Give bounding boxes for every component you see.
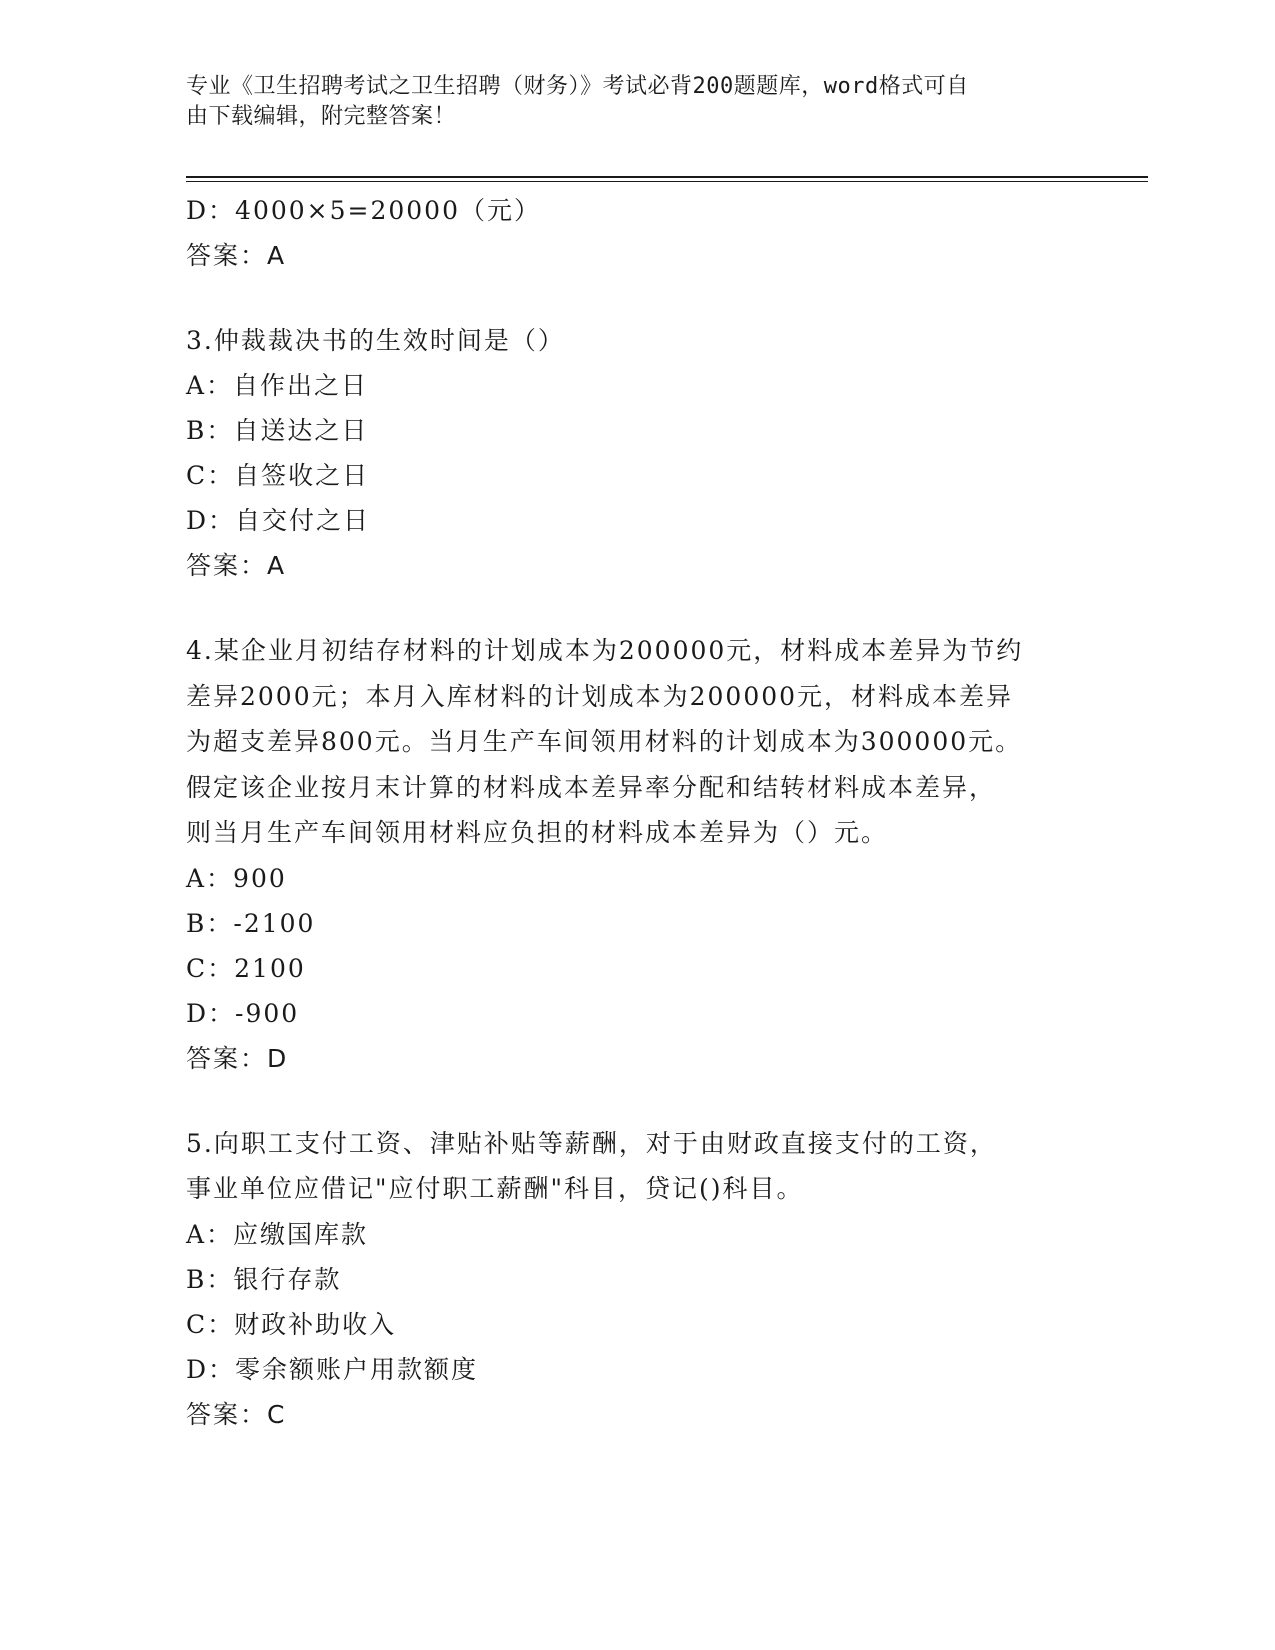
question-line: 差异2000元；本月入库材料的计划成本为200000元，材料成本差异 xyxy=(186,681,1014,711)
question-line: 为超支差异800元。当月生产车间领用材料的计划成本为300000元。 xyxy=(186,727,1023,756)
question-3-text: 3.仲裁裁决书的生效时间是（） xyxy=(186,326,565,355)
option-a: A：900 xyxy=(186,863,287,893)
option-c: C：财政补助收入 xyxy=(186,1309,397,1339)
question-4-block xyxy=(186,628,1086,1081)
option-a: A：应缴国库款 xyxy=(186,1219,369,1249)
header-rule-thick xyxy=(186,176,1148,178)
option-b: B：银行存款 xyxy=(186,1264,342,1294)
header-rule-thin xyxy=(186,181,1148,182)
question-line: 5.向职工支付工资、津贴补贴等薪酬，对于由财政直接支付的工资， xyxy=(186,1128,997,1158)
option-a: A：自作出之日 xyxy=(186,371,369,400)
answer-line: 答案：C xyxy=(186,1399,287,1429)
header-line-2: 由下载编辑，附完整答案！ xyxy=(186,104,457,129)
option-b: B：-2100 xyxy=(186,908,316,938)
question-5-text xyxy=(186,1121,1086,1212)
option-b: B：自送达之日 xyxy=(186,416,369,445)
answer-line: 答案：A xyxy=(186,551,287,580)
question-line: 假定该企业按月末计算的材料成本差异率分配和结转材料成本差异， xyxy=(186,772,997,802)
option-d: D：4000×5=20000（元） xyxy=(186,196,541,225)
option-d: D：-900 xyxy=(186,998,300,1028)
spacer xyxy=(186,278,1086,318)
answer-line: 答案：D xyxy=(186,1043,289,1073)
option-d: D：零余额账户用款额度 xyxy=(186,1354,479,1384)
question-5-block xyxy=(186,1121,1086,1437)
prev-question-block xyxy=(186,188,1086,278)
option-c: C：2100 xyxy=(186,953,306,983)
option-d: D：自交付之日 xyxy=(186,506,371,535)
question-3-block xyxy=(186,318,1086,588)
spacer xyxy=(186,1081,1086,1121)
option-c: C：自签收之日 xyxy=(186,461,370,490)
question-line: 则当月生产车间领用材料应负担的材料成本差异为（）元。 xyxy=(186,818,889,847)
question-line: 事业单位应借记"应付职工薪酬"科目，贷记()科目。 xyxy=(186,1174,804,1203)
header-line-1: 专业《卫生招聘考试之卫生招聘（财务）》考试必背200题题库，word格式可自 xyxy=(186,74,969,99)
page-header xyxy=(186,72,1066,132)
question-content xyxy=(186,188,1086,1437)
spacer xyxy=(186,588,1086,628)
question-line: 4.某企业月初结存材料的计划成本为200000元，材料成本差异为节约 xyxy=(186,636,1024,665)
answer-line: 答案：A xyxy=(186,241,287,270)
question-4-text xyxy=(186,628,1086,856)
